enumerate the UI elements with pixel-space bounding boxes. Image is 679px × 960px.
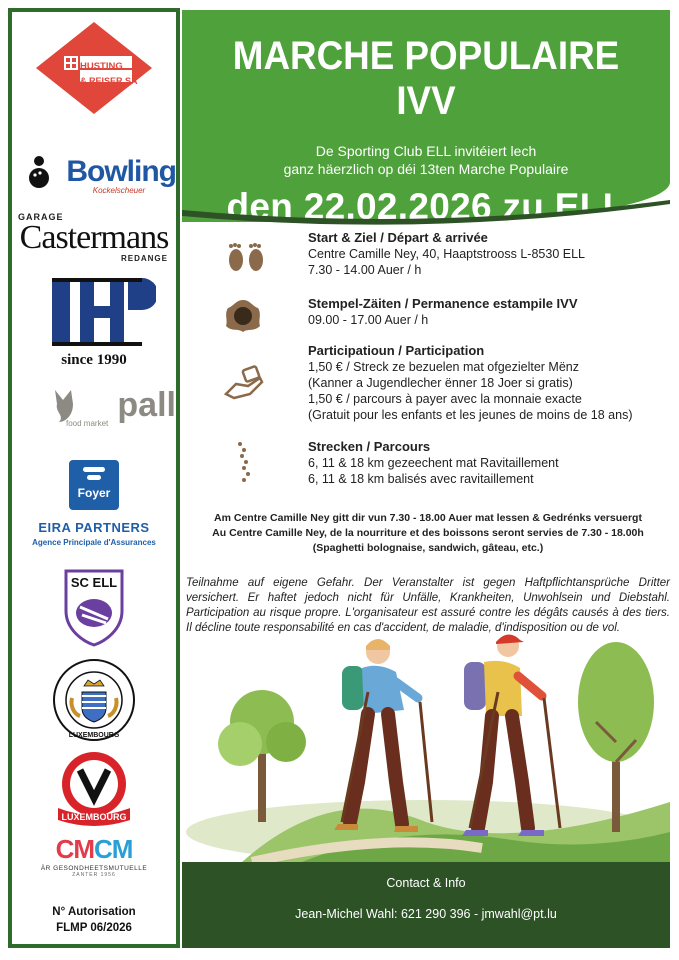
info-participation-line4: (Gratuit pour les enfants et les jeunes de moins de 18 ans) — [308, 408, 633, 422]
info-participation-line1: 1,50 € / Streck ze bezuelen mat ofgezielter Mënz — [308, 360, 579, 374]
husting-reiser-logo — [12, 20, 176, 116]
flmp-logo — [12, 658, 176, 742]
ihp-since: since 1990 — [61, 352, 127, 368]
info-start — [308, 230, 678, 278]
info-start-line1: Centre Camille Ney, 40, Haaptstrooss L-8530 ELL — [308, 247, 585, 261]
trail-dots-icon — [222, 440, 266, 484]
eira-sub: Agence Principale d'Assurances — [32, 538, 156, 547]
header-curve — [182, 190, 670, 230]
info-participation — [308, 343, 678, 423]
castermans-word: Castermans — [19, 219, 169, 256]
info-participation-title: Participatioun / Participation — [308, 343, 485, 358]
pall-word: pall — [117, 386, 176, 424]
ivv-bottom-word: LUXEMBOURG — [61, 812, 127, 822]
husting-line1: HUSTING — [80, 61, 123, 72]
bowling-word: Bowling — [66, 155, 176, 188]
sponsor-sidebar — [8, 8, 180, 948]
invitation-text — [182, 142, 670, 178]
ivv-luxembourg-logo — [12, 750, 176, 828]
notice-line2: Au Centre Camille Ney, de la nourriture et des boissons seront servies de 7.30 - 18.00h — [212, 527, 644, 539]
pall-logo — [12, 386, 176, 428]
event-title: MARCHE POPULAIRE IVV — [232, 34, 620, 123]
stamp-icon — [222, 298, 264, 334]
notice-line3: (Spaghetti bolognaise, sandwich, gâteau, etc.) — [312, 542, 544, 554]
foyer-box — [69, 460, 119, 510]
info-start-title: Start & Ziel / Départ & arrivée — [308, 230, 488, 245]
info-routes-line2: 6, 11 & 18 km balisés avec ravitaillement — [308, 472, 534, 486]
autor-line2: FLMP 06/2026 — [56, 922, 132, 934]
foyer-emblem-icon — [83, 467, 105, 481]
castermans-bottom: REDANGE — [120, 254, 168, 263]
eira-word: EIRA PARTNERS — [38, 520, 150, 535]
info-routes — [308, 439, 678, 487]
info-routes-title: Strecken / Parcours — [308, 439, 431, 454]
castermans-top: GARAGE — [18, 212, 64, 222]
authorisation-number — [12, 904, 176, 936]
castermans-logo — [12, 212, 176, 263]
catering-notice — [186, 511, 670, 556]
invite-line1: De Sporting Club ELL invitéiert lech — [315, 143, 537, 159]
foyer-word: Foyer — [77, 486, 111, 500]
sc-ell-word: SC ELL — [70, 575, 118, 590]
contact-details: Jean-Michel Wahl: 621 290 396 - jmwahl@pt.lu — [295, 907, 557, 921]
hikers-illustration — [182, 632, 670, 862]
autor-line1: N° Autorisation — [52, 906, 136, 918]
ihp-logo — [12, 274, 176, 369]
event-date: den 22.02.2026 zu ELL — [226, 186, 626, 227]
cmcm-sub2: ZANTER 1956 — [72, 872, 116, 878]
cmcm-word: CMCM — [55, 834, 133, 864]
husting-line2: & REISER SA — [80, 76, 138, 86]
footprints-icon — [222, 242, 270, 278]
invite-line2: ganz häerzlich op déi 13ten Marche Populaire — [283, 161, 569, 177]
bowling-logo — [12, 154, 176, 195]
liability-disclaimer: Teilnahme auf eigene Gefahr. Der Veranstalter ist gegen Haftpflichtansprüche Dritter versichert. Er haftet jedoch nicht für Unfälle, Krankheiten, Unwohlsein und Diebstahl. Participation au risque propre. L'organisateur est assuré contre les dégâts causés à des tiers. Il décline toute responsabilité en cas d'accident, de maladie, d'indisposition ou de vol. — [186, 577, 670, 634]
flmp-bottom-word: LUXEMBOURG — [68, 732, 120, 739]
money-hand-icon — [222, 364, 266, 404]
cmcm-logo — [12, 834, 176, 878]
sc-ell-logo — [12, 567, 176, 647]
info-stamp-title: Stempel-Zäiten / Permanence estampile IVV — [308, 296, 578, 311]
contact-title: Contact & Info — [386, 876, 466, 890]
bowling-pin-icon — [28, 154, 50, 190]
cmcm-sub: ÄR GESONDHEETSMUTUELLE — [40, 865, 148, 872]
info-stamp-line1: 09.00 - 17.00 Auer / h — [308, 313, 429, 327]
pall-sub: food market — [66, 419, 109, 428]
info-participation-line3: 1,50 € / parcours à payer avec la monnaie exacte — [308, 392, 582, 406]
notice-line1: Am Centre Camille Ney gitt dir vun 7.30 - 18.00 Auer mat lessen & Gedrénks versuergt — [214, 512, 642, 524]
bowling-sub: Kockelscheuer — [92, 186, 146, 195]
foyer-logo — [12, 460, 176, 547]
contact-footer — [182, 862, 670, 948]
info-stamp — [308, 296, 678, 328]
info-participation-line2: (Kanner a Jugendlecher ënner 18 Joer si gratis) — [308, 376, 573, 390]
info-routes-line1: 6, 11 & 18 km gezeechent mat Ravitaillement — [308, 456, 559, 470]
info-start-line2: 7.30 - 14.00 Auer / h — [308, 263, 422, 277]
